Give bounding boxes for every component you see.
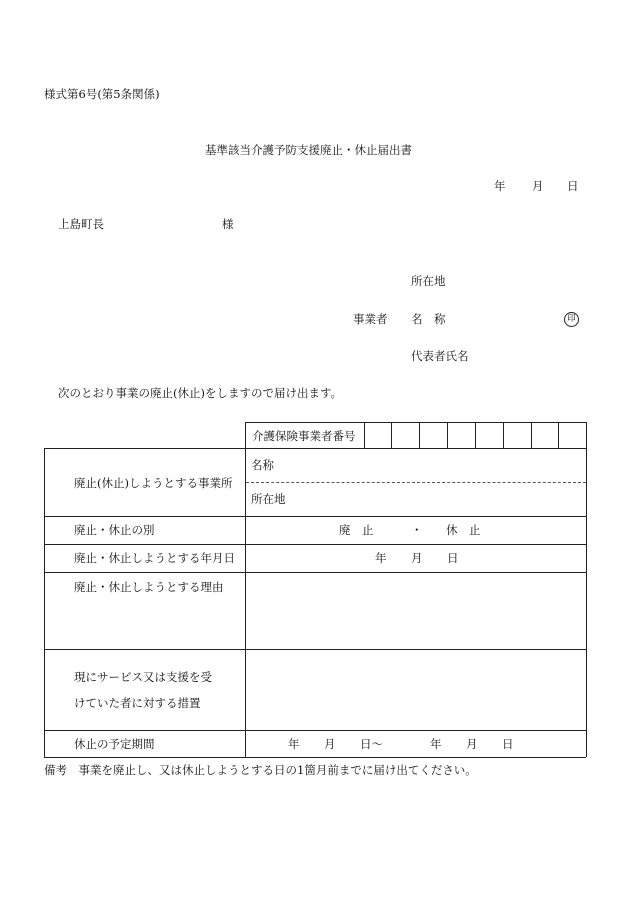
footnote: 備考 事業を廃止し、又は休止しようとする日の1箇月前までに届け出てください。 [44, 763, 477, 777]
applicant-name-label: 名 称 [411, 312, 446, 326]
date-month: 月 [411, 551, 423, 565]
document-title: 基準該当介護予防支援廃止・休止届出書 [205, 143, 412, 157]
period-start-year: 年 [288, 737, 300, 751]
period-start-day: 日〜 [360, 737, 383, 751]
date-label: 廃止・休止しようとする年月日 [74, 551, 235, 565]
insurer-number-digit-1[interactable] [365, 422, 392, 448]
applicant-representative-label: 代表者氏名 [411, 349, 469, 363]
type-option-abolish: 廃 止 [339, 523, 374, 537]
applicant-address-label: 所在地 [411, 274, 446, 288]
insurer-number-digit-6[interactable] [504, 422, 531, 448]
office-address-label: 所在地 [251, 492, 286, 506]
period-end-day: 日 [502, 737, 514, 751]
type-option-separator: ・ [411, 523, 423, 537]
form-number: 様式第6号(第5条関係) [44, 87, 160, 101]
addressee-name: 上島町長 [58, 217, 104, 231]
type-label: 廃止・休止の別 [74, 523, 155, 537]
intro-text: 次のとおり事業の廃止(休止)をしますので届け出ます。 [58, 386, 343, 400]
period-label: 休止の予定期間 [74, 737, 155, 751]
insurer-number-label: 介護保険事業者番号 [252, 429, 356, 443]
applicant-label: 事業者 [353, 312, 388, 326]
insurer-number-digit-8[interactable] [559, 422, 586, 448]
header-date-month: 月 [532, 179, 544, 193]
office-name-label: 名称 [251, 458, 274, 472]
header-date-year: 年 [494, 179, 506, 193]
insurer-number-digit-5[interactable] [476, 422, 503, 448]
insurer-number-digit-2[interactable] [392, 422, 419, 448]
date-year: 年 [375, 551, 387, 565]
seal-mark: 印 [564, 312, 579, 327]
measures-label-line1: 現にサービス又は支援を受 [74, 670, 212, 684]
period-start-month: 月 [324, 737, 336, 751]
insurer-number-digit-3[interactable] [420, 422, 447, 448]
period-end-year: 年 [430, 737, 442, 751]
measures-label-line2: けていた者に対する措置 [74, 696, 201, 710]
office-label: 廃止(休止)しようとする事業所 [74, 476, 233, 490]
insurer-number-digit-7[interactable] [532, 422, 559, 448]
period-end-month: 月 [466, 737, 478, 751]
addressee-honorific: 様 [222, 217, 234, 231]
type-option-suspend: 休 止 [446, 523, 481, 537]
header-date-day: 日 [567, 179, 579, 193]
reason-label: 廃止・休止しようとする理由 [74, 580, 224, 594]
date-day: 日 [447, 551, 459, 565]
insurer-number-digit-4[interactable] [448, 422, 475, 448]
